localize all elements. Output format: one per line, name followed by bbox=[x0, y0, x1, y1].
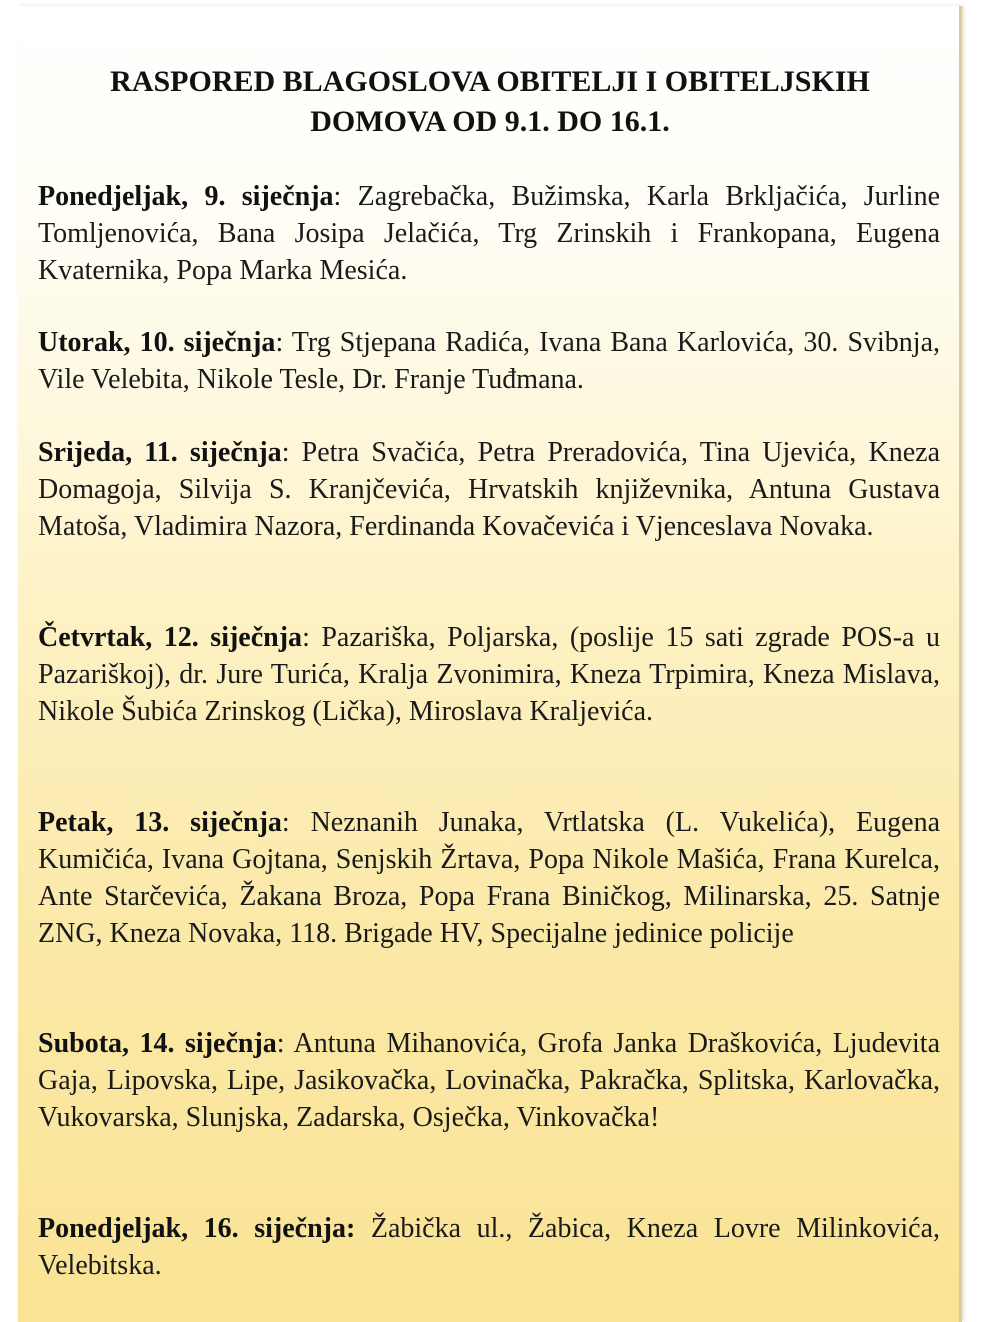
entry-day: Četvrtak, 12. siječnja bbox=[38, 622, 303, 653]
entry-day: Utorak, 10. siječnja bbox=[38, 327, 276, 358]
entry-separator: : bbox=[302, 622, 322, 653]
schedule-entry-wednesday-11 bbox=[38, 434, 940, 545]
schedule-entry-saturday-14 bbox=[38, 1025, 940, 1136]
schedule-entry-thursday-12 bbox=[38, 619, 940, 730]
entry-day: Ponedjeljak, 16. siječnja: bbox=[38, 1213, 356, 1244]
entry-streets: Neznanih Junaka, Vrtlatska (L. Vukelića), Eugena Kumičića, Ivana Gojtana, Senjskih Žrtava, Popa Nikole Mašića, Frana Kurelca, Ante Starčevića, Žakana Broza, Popa Frana Biničkog, Milinarska, 25. Satnje ZNG, Kneza Novaka, 118. Brigade HV, Specijalne jedinice policije bbox=[38, 807, 940, 949]
entry-day: Ponedjeljak, 9. siječnja bbox=[38, 181, 334, 212]
document-page bbox=[18, 6, 962, 1322]
entry-streets: Petra Svačića, Petra Preradovića, Tina Ujevića, Kneza Domagoja, Silvija S. Kranjčevića, Hrvatskih književnika, Antuna Gustava Matoša, Vladimira Nazora, Ferdinanda Kovačevića i Vjenceslava Novaka. bbox=[38, 437, 940, 542]
entry-separator: : bbox=[281, 437, 302, 468]
document-title bbox=[18, 62, 962, 142]
entry-separator: : bbox=[275, 327, 292, 358]
entry-streets: Antuna Mihanovića, Grofa Janka Draškovića, Ljudevita Gaja, Lipovska, Lipe, Jasikovačka, Lovinačka, Pakračka, Splitska, Karlovačka, Vukovarska, Slunjska, Zadarska, Osječka, Vinkovačka! bbox=[38, 1028, 941, 1133]
entry-separator: : bbox=[281, 807, 311, 838]
entry-separator: : bbox=[276, 1028, 294, 1059]
title-line-1: RASPORED BLAGOSLOVA OBITELJI I OBITELJSKIH bbox=[110, 65, 870, 98]
entry-day: Srijeda, 11. siječnja bbox=[38, 437, 282, 468]
entry-streets: Trg Stjepana Radića, Ivana Bana Karlovića, 30. Svibnja, Vile Velebita, Nikole Tesle, Dr. Franje Tuđmana. bbox=[38, 327, 940, 395]
entry-separator bbox=[355, 1213, 371, 1244]
entry-streets: Zagrebačka, Bužimska, Karla Brkljačića, Jurline Tomljenovića, Bana Josipa Jelačića, Trg Zrinskih i Frankopana, Eugena Kvaternika, Popa Marka Mesića. bbox=[38, 181, 940, 286]
schedule-entry-tuesday-10 bbox=[38, 324, 940, 398]
schedule-entry-friday-13 bbox=[38, 804, 940, 952]
schedule-entry-monday-16 bbox=[38, 1210, 940, 1284]
entry-separator: : bbox=[333, 181, 358, 212]
entry-day: Subota, 14. siječnja bbox=[38, 1028, 277, 1059]
schedule-entry-monday-9 bbox=[38, 178, 940, 289]
title-line-2: DOMOVA OD 9.1. DO 16.1. bbox=[310, 105, 670, 138]
entry-streets: Žabička ul., Žabica, Kneza Lovre Milinkovića, Velebitska. bbox=[38, 1213, 940, 1281]
entry-day: Petak, 13. siječnja bbox=[38, 807, 282, 838]
entry-streets: Pazariška, Poljarska, (poslije 15 sati zgrade POS-a u Pazariškoj), dr. Jure Turića, Kralja Zvonimira, Kneza Trpimira, Kneza Mislava, Nikole Šubića Zrinskog (Lička), Miroslava Kraljevića. bbox=[38, 622, 940, 727]
